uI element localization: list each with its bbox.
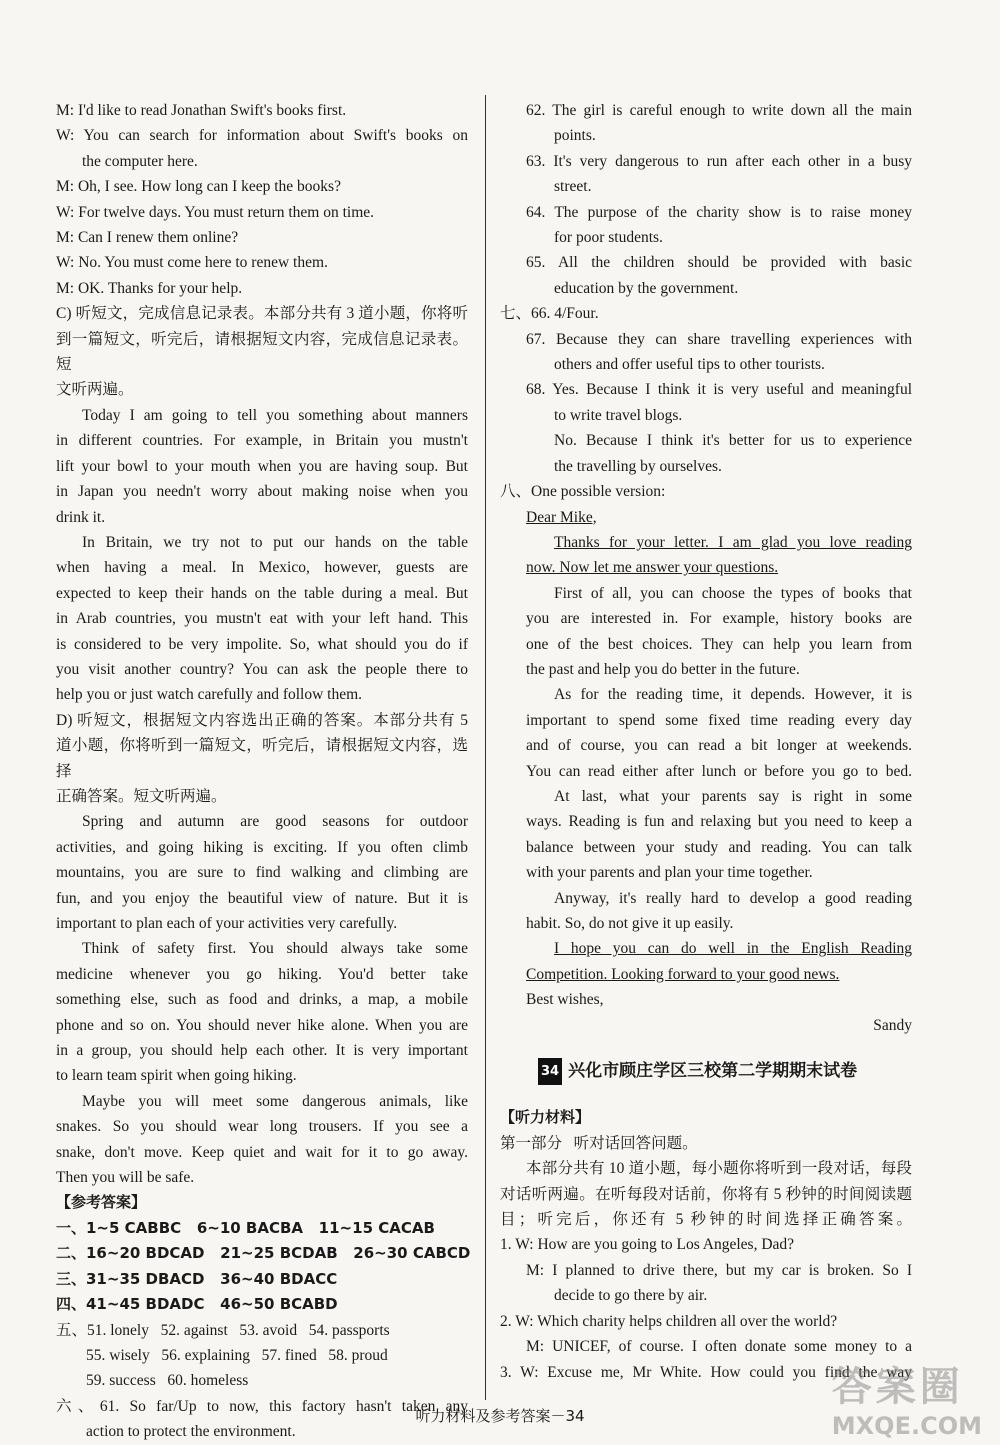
watermark-text: 答案圈 (831, 1364, 964, 1410)
text-line: 第一部分 听对话回答问题。 (500, 1134, 698, 1152)
text-line: Anyway, it's really hard to develop a good reading (554, 889, 912, 907)
column-divider (485, 95, 486, 1400)
text-line: 59. success 60. homeless (86, 1372, 249, 1390)
text-line: 62. The girl is careful enough to write down all the main (526, 102, 912, 119)
text-line: now. Now let me answer your questions. (526, 559, 779, 577)
right-column-answers (500, 98, 912, 1038)
text-line: M: OK. Thanks for your help. (56, 279, 243, 297)
text-line: for poor students. (554, 229, 663, 247)
text-line: snakes. So you should wear long trousers. If you see a (56, 1118, 468, 1136)
section-heading (538, 1058, 912, 1085)
text-line: medicine whenever you go hiking. You'd better take (56, 965, 468, 983)
text-line: Maybe you will meet some dangerous animals, like (82, 1092, 468, 1110)
text-line: You can read either after lunch or before you go to bed. (526, 762, 912, 780)
text-line: 67. Because they can share travelling experiences with (526, 330, 912, 348)
text-line: 到一篇短文，听完后，请根据短文内容，完成信息记录表。短 (56, 330, 468, 374)
text-line: points. (554, 127, 596, 145)
text-line: W: No. You must come here to renew them. (56, 254, 328, 272)
right-column-listening (500, 1105, 912, 1384)
text-line: M: UNICEF, of course. I often donate some money to a (526, 1338, 912, 1356)
text-line: to learn team spirit when going hiking. (56, 1067, 297, 1085)
text-line: ways. Reading is fun and relaxing but you need to keep a (526, 813, 912, 831)
text-line: I hope you can do well in the English Reading (554, 940, 912, 958)
text-line: First of all, you can choose the types of books that (554, 584, 912, 602)
text-line: 道小题，你将听到一篇短文，听完后，请根据短文内容，选择 (56, 737, 468, 780)
text-line: street. (554, 178, 592, 196)
left-column (56, 98, 471, 1445)
text-line: 目；听完后，你还有 5 秒钟的时间选择正确答案。 (500, 1211, 912, 1229)
text-line: 七、66. 4/Four. (500, 305, 599, 323)
text-line: Spring and autumn are good seasons for outdoor (82, 813, 468, 831)
text-line: Then you will be safe. (56, 1169, 195, 1187)
text-line: snake, don't move. Keep quiet and wait for it to go away. (56, 1143, 468, 1161)
text-line: 本部分共有 10 道小题，每小题你将听到一段对话，每段 (526, 1160, 912, 1178)
text-line: in Arab countries, you mustn't eat with your left hand. This (56, 610, 468, 628)
text-line: education by the government. (554, 279, 739, 297)
text-line: mountains, you are sure to find walking and climbing are (56, 864, 468, 882)
text-line: help you or just watch carefully and follow them. (56, 686, 363, 704)
text-line: M: I'd like to read Jonathan Swift's books first. (56, 102, 347, 119)
text-line: habit. So, do not give it up easily. (526, 915, 734, 932)
text-line: Today I am going to tell you something about manners (82, 406, 468, 424)
text-line: 文听两遍。 (56, 381, 134, 399)
watermark-url: MXQE.COM (831, 1412, 982, 1440)
text-line: 64. The purpose of the charity show is to raise money (526, 203, 912, 221)
text-line: expected to keep their hands on the table during a meal. But (56, 584, 468, 602)
text-line: 六、61. So far/Up to now, this factory hasn't taken any (56, 1397, 468, 1415)
text-line: 【听力材料】 (500, 1108, 591, 1127)
text-line: M: Can I renew them online? (56, 229, 239, 247)
text-line: C) 听短文，完成信息记录表。本部分共有 3 道小题，你将听 (56, 305, 468, 323)
text-line: 五、51. lonely 52. against 53. avoid 54. passports (56, 1321, 390, 1339)
text-line: Thanks for your letter. I am glad you love reading (554, 533, 912, 551)
text-line: Sandy (873, 1016, 912, 1034)
text-line: 一、1~5 CABBC 6~10 BACBA 11~15 CACAB (56, 1218, 435, 1237)
text-line: the computer here. (82, 152, 198, 170)
text-line: and of course, you can read a bit longer at weekends. (526, 737, 912, 755)
text-line: M: Oh, I see. How long can I keep the books? (56, 178, 341, 196)
text-line: M: I planned to drive there, but my car is broken. So I (526, 1261, 912, 1279)
section-title: 兴化市顾庄学区三校第二学期期末试卷 (568, 1061, 858, 1082)
text-line: 四、41~45 BDADC 46~50 BCABD (56, 1295, 338, 1314)
text-line: 55. wisely 56. explaining 57. fined 58. proud (86, 1346, 388, 1364)
text-line: 二、16~20 BDCAD 21~25 BCDAB 26~30 CABCD (56, 1244, 471, 1263)
text-line: phone and so on. You should never hike alone. When you are (56, 1016, 468, 1034)
text-line: 68. Yes. Because I think it is very useful and meaningful (526, 381, 912, 399)
text-line: others and offer useful tips to other tourists. (554, 356, 825, 374)
text-line: drink it. (56, 508, 106, 526)
text-line: Think of safety first. You should always take some (82, 940, 468, 958)
text-line: Dear Mike, (526, 508, 597, 526)
text-line: D) 听短文，根据短文内容选出正确的答案。本部分共有 5 (56, 711, 468, 729)
text-line: At last, what your parents say is right in some (554, 787, 912, 805)
text-line: fun, and you enjoy the beautiful view of nature. But it is (56, 889, 468, 907)
text-line: the travelling by ourselves. (554, 457, 722, 475)
watermark-logo (832, 1355, 982, 1440)
text-line: action to protect the environment. (86, 1423, 296, 1441)
text-line: you visit another country? You can ask the people there to (56, 660, 468, 678)
text-line: with your parents and plan your time together. (526, 864, 813, 882)
text-line: 对话听两遍。在听每段对话前，你将有 5 秒钟的时间阅读题 (500, 1185, 912, 1203)
text-line: 【参考答案】 (56, 1193, 147, 1212)
text-line: 正确答案。短文听两遍。 (56, 787, 227, 805)
text-line: 65. All the children should be provided with basic (526, 254, 912, 272)
text-line: No. Because I think it's better for us to experience (554, 432, 912, 450)
text-line: the past and help you do better in the future. (526, 660, 800, 678)
text-line: Competition. Looking forward to your good news. (526, 965, 840, 983)
text-line: 3. W: Excuse me, Mr White. How could you find the way (500, 1363, 912, 1381)
text-line: important to plan each of your activities very carefully. (56, 915, 398, 932)
text-line: 1. W: How are you going to Los Angeles, Dad? (500, 1236, 795, 1254)
text-line: Best wishes, (526, 991, 604, 1009)
text-line: balance between your study and reading. You can talk (526, 838, 912, 856)
text-line: 八、One possible version: (500, 483, 666, 501)
text-line: to write travel blogs. (554, 406, 683, 424)
text-line: in a group, you should help each other. It is very important (56, 1042, 468, 1060)
text-line: is considered to be very impolite. So, what should you do if (56, 635, 468, 653)
text-line: when having a meal. In Mexico, however, guests are (56, 559, 468, 577)
text-line: W: You can search for information about Swift's books on (56, 127, 468, 145)
text-line: As for the reading time, it depends. However, it is (554, 686, 912, 704)
page-footer: 听力材料及参考答案－34 (415, 1407, 585, 1425)
text-line: in Japan you needn't worry about making noise when you (56, 483, 468, 501)
text-line: 2. W: Which charity helps children all over the world? (500, 1312, 838, 1330)
text-line: In Britain, we try not to put our hands on the table (82, 533, 468, 551)
text-line: W: For twelve days. You must return them on time. (56, 203, 375, 221)
text-line: you are interested in. For example, history books are (526, 610, 912, 628)
text-line: one of the best choices. They can help you learn from (526, 635, 912, 653)
text-line: 63. It's very dangerous to run after each other in a busy (526, 152, 912, 170)
text-line: important to spend some fixed time reading every day (526, 711, 912, 729)
right-column (500, 98, 912, 1385)
text-line: activities, and going hiking is exciting. If you often climb (56, 838, 468, 856)
text-line: in different countries. For example, in Britain you mustn't (56, 432, 468, 450)
text-line: 三、31~35 DBACD 36~40 BDACC (56, 1269, 338, 1288)
text-line: something else, such as food and drinks, a map, a mobile (56, 991, 468, 1009)
text-line: decide to go there by air. (554, 1287, 708, 1305)
section-number-badge: 34 (538, 1058, 562, 1085)
text-line: lift your bowl to your mouth when you are having soup. But (56, 457, 468, 475)
